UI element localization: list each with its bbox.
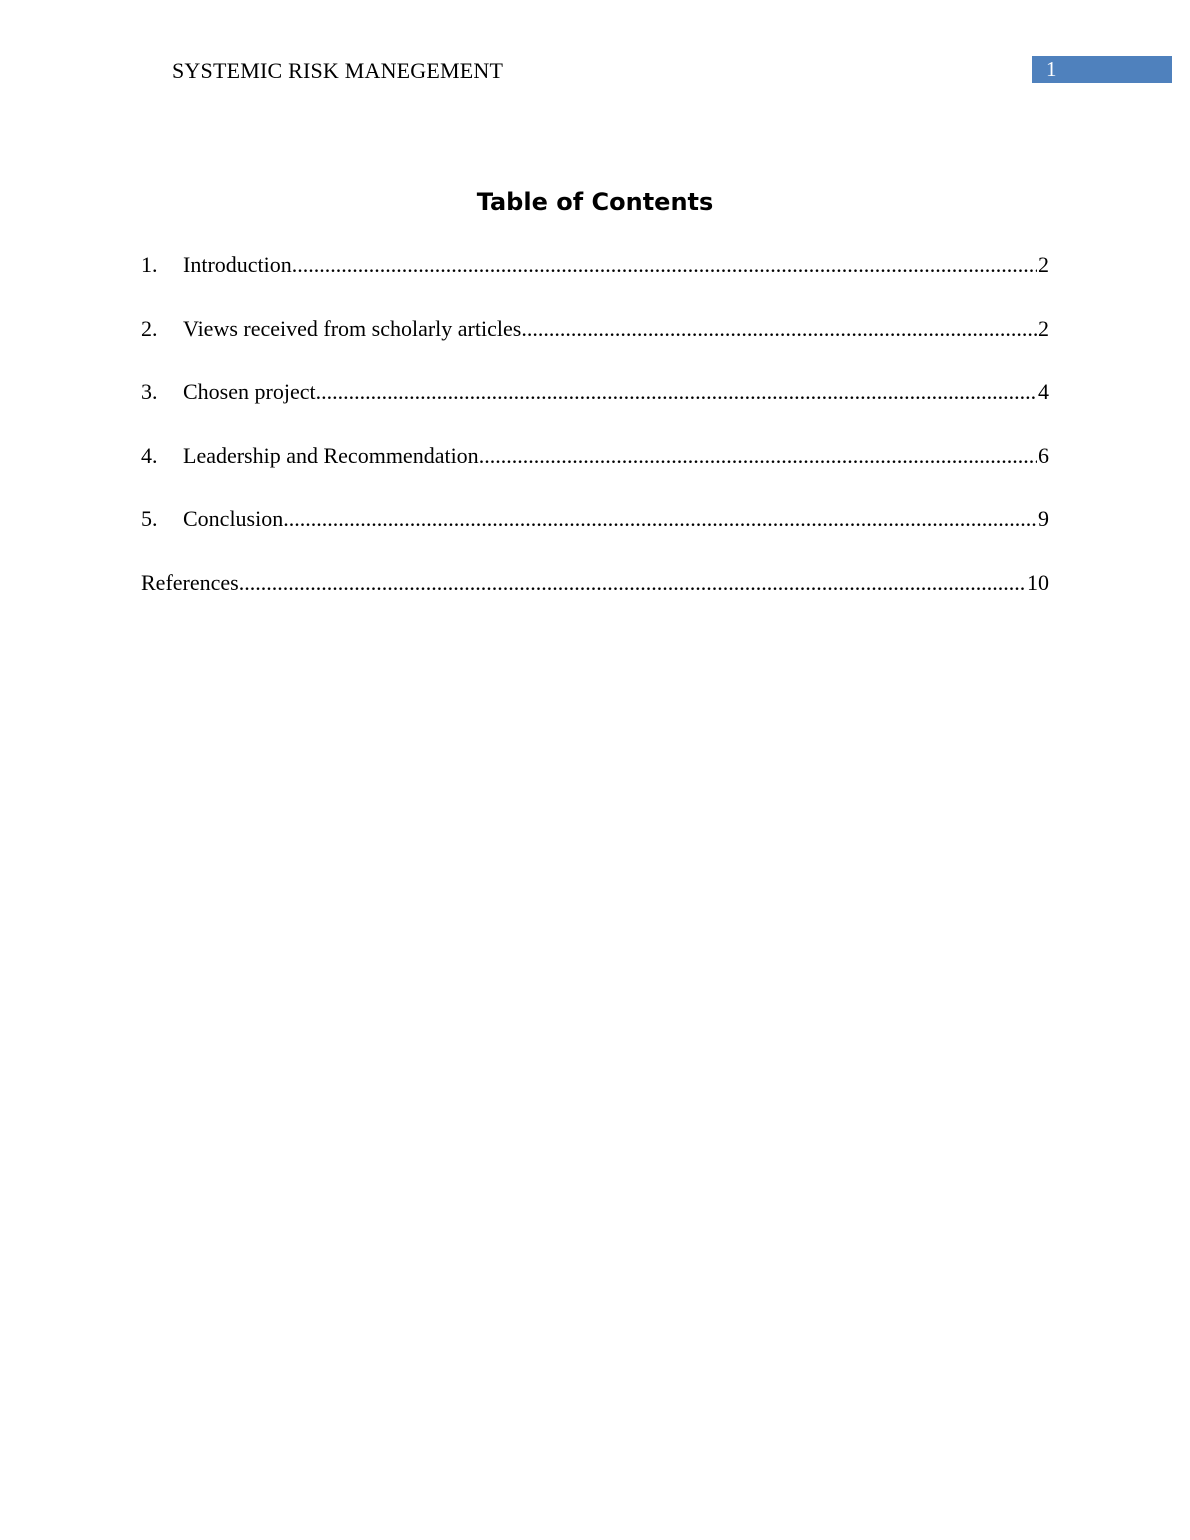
- toc-entry-number: 1.: [141, 252, 158, 277]
- toc-entry-page: 6: [1038, 442, 1049, 468]
- toc-entry-page: 2: [1038, 315, 1049, 341]
- toc-entry-number: 5.: [141, 506, 158, 531]
- toc-entry-text: Conclusion: [183, 506, 284, 531]
- running-header-title: SYSTEMIC RISK MANEGEMENT: [172, 58, 504, 83]
- toc-dot-leader: [239, 569, 1026, 597]
- toc-entry-text: Chosen project: [183, 379, 316, 404]
- toc-entry-page: 10: [1027, 569, 1049, 595]
- toc-entry-text: Views received from scholarly articles: [183, 315, 522, 341]
- toc-dot-leader: [283, 505, 1037, 533]
- toc-entry-views-scholarly-articles[interactable]: [141, 315, 1049, 343]
- page-number-badge: [1032, 56, 1172, 83]
- table-of-contents: [141, 251, 1049, 632]
- toc-entry-conclusion[interactable]: [141, 505, 1049, 533]
- toc-entry-leadership-recommendation[interactable]: [141, 442, 1049, 470]
- toc-entry-text: Introduction: [183, 252, 292, 277]
- toc-entry-page: 2: [1038, 252, 1049, 277]
- toc-dot-leader: [479, 442, 1037, 470]
- toc-dot-leader: [316, 378, 1037, 406]
- toc-dot-leader: [292, 251, 1037, 279]
- toc-entry-page: 9: [1038, 506, 1049, 531]
- toc-dot-leader: [521, 315, 1037, 343]
- toc-entry-number: 4.: [141, 442, 158, 468]
- toc-entry-introduction[interactable]: [141, 251, 1049, 279]
- toc-entry-references[interactable]: [141, 569, 1049, 597]
- toc-entry-chosen-project[interactable]: [141, 378, 1049, 406]
- toc-entry-number: 3.: [141, 379, 158, 404]
- toc-heading: Table of Contents: [476, 188, 714, 216]
- toc-entry-text: Leadership and Recommendation: [183, 442, 479, 468]
- toc-entry-text: References: [141, 569, 239, 595]
- page-number: 1: [1046, 57, 1057, 81]
- toc-entry-page: 4: [1038, 379, 1049, 404]
- toc-entry-number: 2.: [141, 315, 158, 341]
